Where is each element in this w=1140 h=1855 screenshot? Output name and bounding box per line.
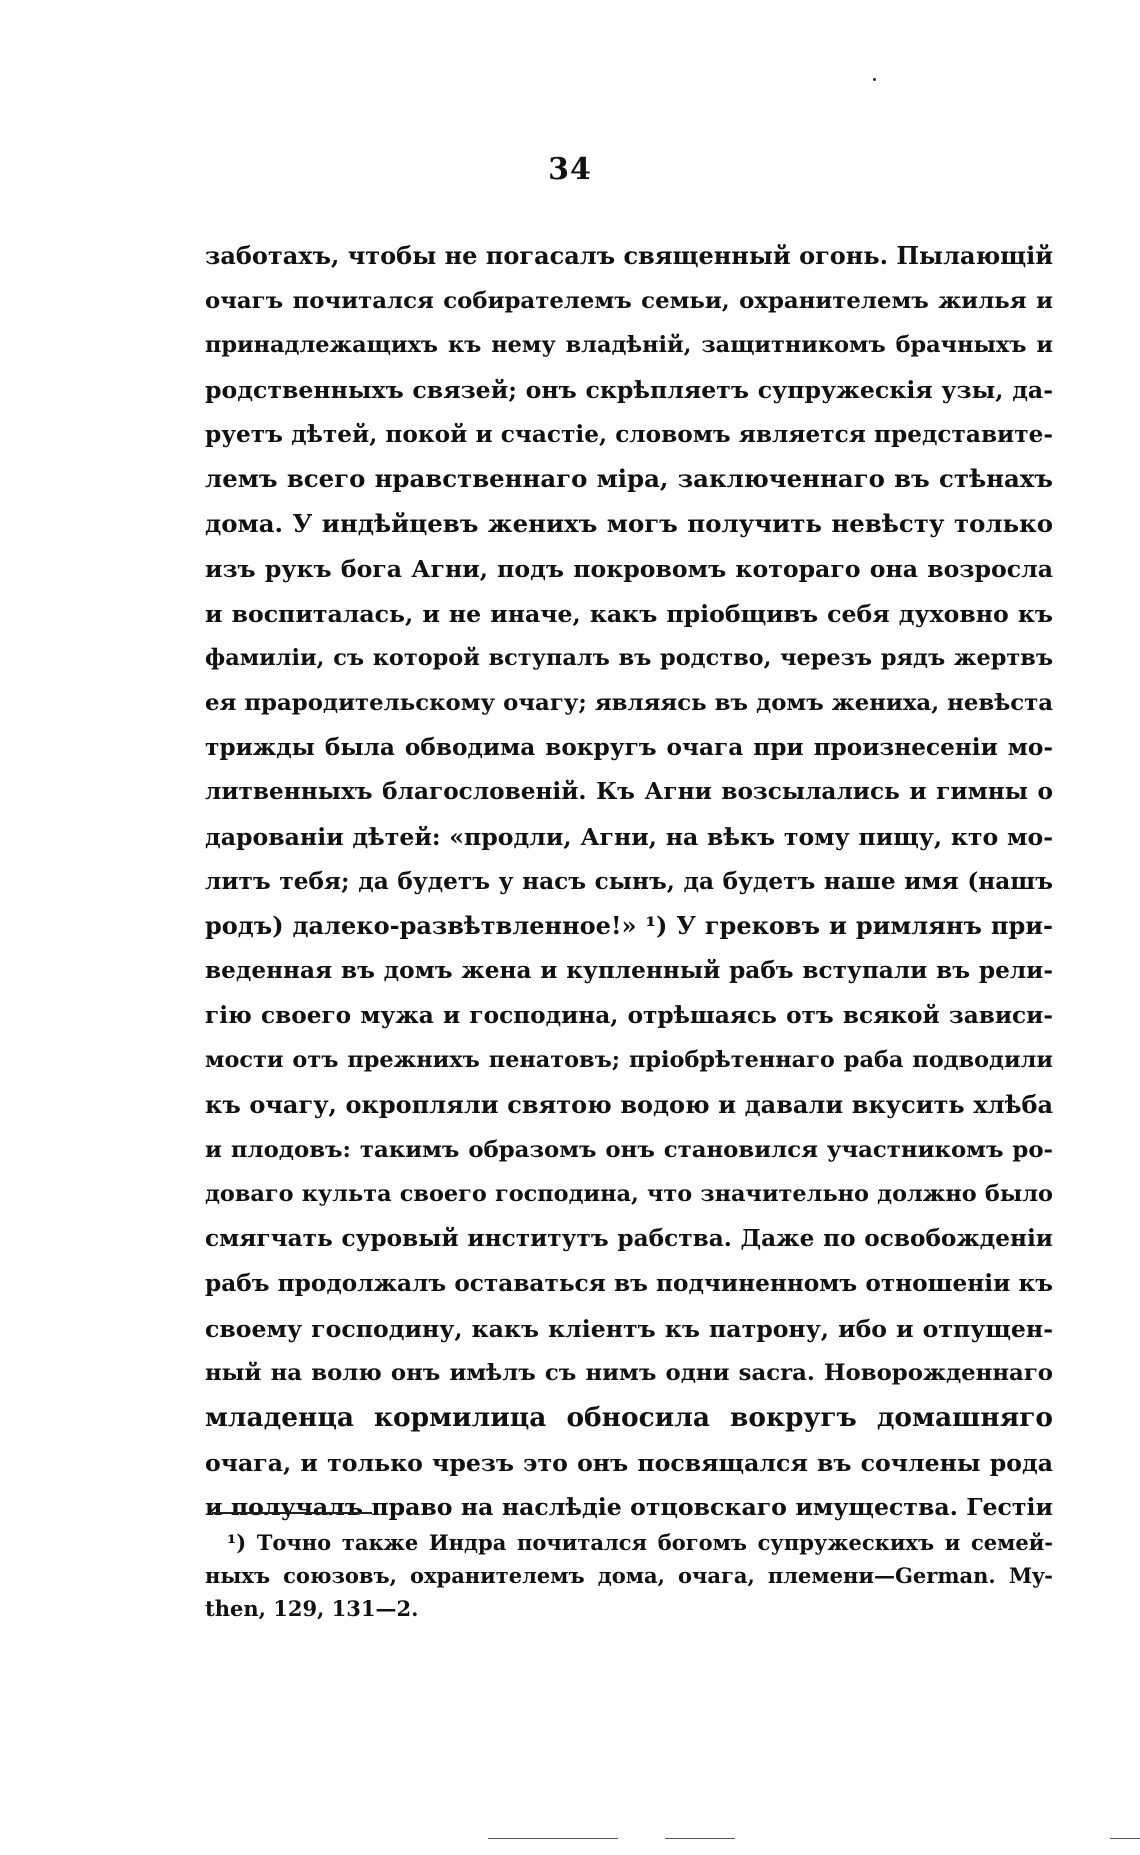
text-line: родъ) далеко-развѣтвленное!» ¹) У грековъ и римлянъ при- bbox=[205, 911, 1053, 941]
text-line: къ очагу, окропляли святою водою и давали вкусить хлѣба bbox=[205, 1090, 1053, 1120]
bottom-rule bbox=[665, 1838, 735, 1839]
text-line: ея прародительскому очагу; являясь въ домъ жениха, невѣста bbox=[205, 689, 1053, 716]
text-line: и воспиталась, и не иначе, какъ пріобщивъ себя духовно къ bbox=[205, 599, 1053, 628]
text-line: родственныхъ связей; онъ скрѣпляетъ супружескія узы, да- bbox=[205, 376, 1053, 405]
footnote bbox=[205, 1526, 1053, 1625]
text-line: смягчать суровый институтъ рабства. Даже по освобожденіи bbox=[205, 1225, 1053, 1253]
text-line: ный на волю онъ имѣлъ съ нимъ одни sacra. Новорожденнаго bbox=[205, 1360, 1053, 1387]
text-line: рабъ продолжалъ оставаться въ подчиненномъ отношеніи къ bbox=[205, 1269, 1053, 1297]
text-line: и получалъ право на наслѣдіе отцовскаго имущества. Гестіи bbox=[205, 1493, 1053, 1522]
text-line: заботахъ, чтобы не погасалъ священный огонь. Пылающій bbox=[205, 241, 1054, 270]
text-line: принадлежащихъ къ нему владѣній, защитникомъ брачныхъ и bbox=[205, 332, 1053, 359]
page-number: 34 bbox=[548, 152, 592, 187]
text-line: лемъ всего нравственнаго міра, заключеннаго въ стѣнахъ bbox=[205, 464, 1053, 494]
text-line: дарованіи дѣтей: «продли, Агни, на вѣкъ тому пищу, кто мо- bbox=[205, 822, 1053, 851]
footnote-line: then, 129, 131—2. bbox=[205, 1596, 419, 1621]
body-text bbox=[205, 234, 1053, 1530]
text-line: литвенныхъ благословеній. Къ Агни возсылались и гимны о bbox=[205, 778, 1053, 806]
footnote-line: ¹) Точно также Индра почитался богомъ супружескихъ и семей- bbox=[227, 1530, 1053, 1555]
text-line: младенца кормилица обносила вокругъ домашняго bbox=[205, 1401, 1053, 1433]
bottom-rule bbox=[1110, 1838, 1140, 1839]
footnote-separator bbox=[212, 1512, 372, 1514]
text-line: дома. У индѣйцевъ женихъ могъ получить невѣсту только bbox=[205, 509, 1053, 539]
speck-mark bbox=[873, 78, 876, 81]
text-line: гію своего мужа и господина, отрѣшаясь отъ всякой зависи- bbox=[205, 1001, 1053, 1029]
bottom-rule bbox=[488, 1838, 618, 1839]
text-line: своему господину, какъ кліентъ къ патрону, ибо и отпущен- bbox=[205, 1314, 1053, 1343]
text-line: трижды была обводима вокругъ очага при произнесеніи мо- bbox=[205, 733, 1053, 761]
text-line: литъ тебя; да будетъ у насъ сынъ, да будетъ наше имя (нашъ bbox=[205, 867, 1053, 895]
text-line: руетъ дѣтей, покой и счастіе, словомъ является представите- bbox=[205, 420, 1053, 448]
text-line: мости отъ прежнихъ пенатовъ; пріобрѣтеннаго раба подводили bbox=[205, 1047, 1053, 1074]
footnote-line: ныхъ союзовъ, охранителемъ дома, очага, племени—German. My- bbox=[205, 1563, 1053, 1588]
text-line: изъ рукъ бога Агни, подъ покровомъ котораго она возросла bbox=[205, 554, 1053, 583]
text-line: очага, и только чрезъ это онъ посвящался въ сочлены рода bbox=[205, 1448, 1053, 1477]
text-line: веденная въ домъ жена и купленный рабъ вступали въ рели- bbox=[205, 957, 1053, 984]
text-line: фамиліи, съ которой вступалъ въ родство, черезъ рядъ жертвъ bbox=[205, 645, 1053, 672]
text-line: очагъ почитался собирателемъ семьи, охранителемъ жилья и bbox=[205, 287, 1053, 314]
text-line: доваго культа своего господина, что значительно должно было bbox=[205, 1181, 1053, 1208]
text-line: и плодовъ: такимъ образомъ онъ становился участникомъ ро- bbox=[205, 1136, 1053, 1163]
